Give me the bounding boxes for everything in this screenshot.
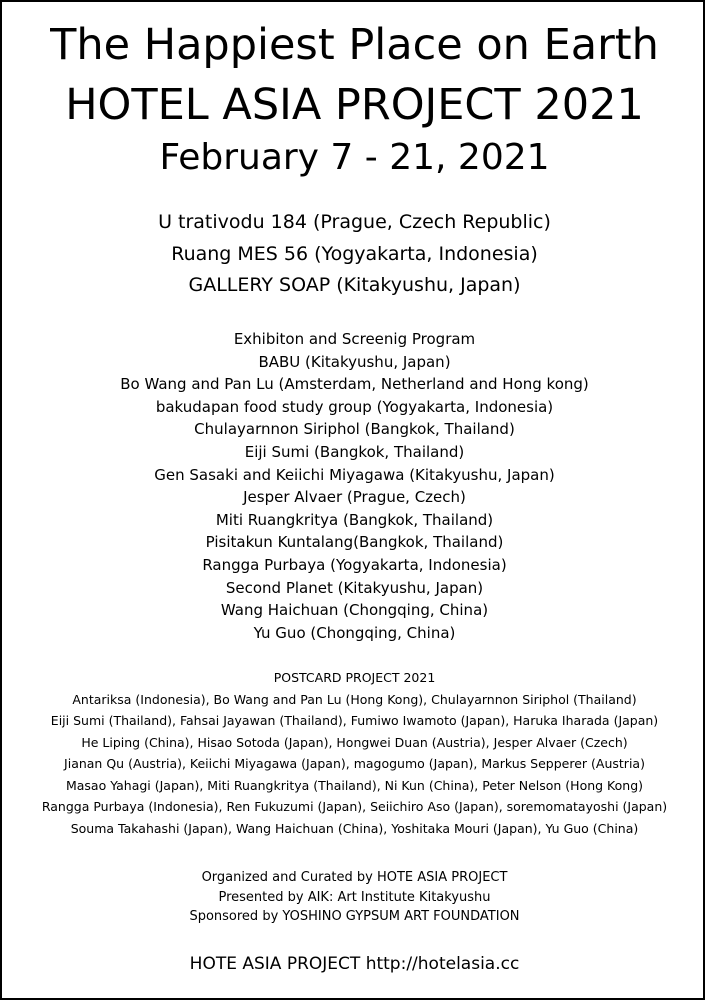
venue-list [2,207,705,302]
postcard-line: Rangga Purbaya (Indonesia), Ren Fukuzumi (Japan), Seiichiro Aso (Japan), soremomatayoshi (Japan) [41,799,668,815]
participant-item: Pisitakun Kuntalang(Bangkok, Thailand) [205,533,504,552]
postcard-line: Souma Takahashi (Japan), Wang Haichuan (China), Yoshitaka Mouri (Japan), Yu Guo (China) [70,821,639,837]
participant-item: bakudapan food study group (Yogyakarta, Indonesia) [155,397,554,416]
participant-item: Yu Guo (Chongqing, China) [253,623,456,642]
postcard-line: Masao Yahagi (Japan), Miti Ruangkritya (Thailand), Ni Kun (China), Peter Nelson (Hong Kong) [65,777,644,793]
participant-item: Miti Ruangkritya (Bangkok, Thailand) [215,510,494,529]
postcard-line: Jianan Qu (Austria), Keiichi Miyagawa (Japan), magogumo (Japan), Markus Sepperer (Austria) [64,756,645,772]
organizer-credit: Organized and Curated by HOTE ASIA PROJECT [201,870,508,885]
venue-yogyakarta: Ruang MES 56 (Yogyakarta, Indonesia) [171,242,538,265]
participant-item: Rangga Purbaya (Yogyakarta, Indonesia) [202,555,507,574]
postcard-line: He Liping (China), Hisao Sotoda (Japan), Hongwei Duan (Austria), Jesper Alvaer (Czech) [81,734,628,750]
sponsor-credit: Sponsored by YOSHINO GYPSUM ART FOUNDATION [189,909,520,924]
poster-title: The Happiest Place on Earth [50,20,659,70]
credits [2,868,705,927]
postcard-participant-list [2,689,705,840]
presenter-credit: Presented by AIK: Art Institute Kitakyushu [218,889,491,905]
participant-item: Bo Wang and Pan Lu (Amsterdam, Netherland and Hong kong) [120,375,589,394]
participant-item: Second Planet (Kitakyushu, Japan) [225,578,484,597]
postcard-line: Antariksa (Indonesia), Bo Wang and Pan Lu (Hong Kong), Chulayarnnon Siriphol (Thailand) [72,691,637,707]
venue-kitakyushu: GALLERY SOAP (Kitakyushu, Japan) [188,274,521,296]
participant-item: Chulayarnnon Siriphol (Bangkok, Thailand) [194,420,515,439]
program-participant-list [2,351,705,645]
postcard-heading: POSTCARD PROJECT 2021 [273,670,436,685]
participant-item: Eiji Sumi (Bangkok, Thailand) [244,442,465,461]
program-heading: Exhibiton and Screenig Program [233,330,476,348]
event-dates: February 7 - 21, 2021 [159,137,550,178]
participant-item: Wang Haichuan (Chongqing, China) [220,601,489,620]
project-name: HOTEL ASIA PROJECT 2021 [65,80,644,130]
venue-prague: U trativodu 184 (Prague, Czech Republic) [158,211,551,233]
participant-item: Gen Sasaki and Keiichi Miyagawa (Kitakyushu, Japan) [154,465,555,484]
participant-item: Jesper Alvaer (Prague, Czech) [243,488,466,507]
postcard-line: Eiji Sumi (Thailand), Fahsai Jayawan (Thailand), Fumiwo Iwamoto (Japan), Haruka Iharada (Japan) [50,713,659,729]
participant-item: BABU (Kitakyushu, Japan) [258,352,451,371]
footer-website: HOTE ASIA PROJECT http://hotelasia.cc [189,954,520,974]
